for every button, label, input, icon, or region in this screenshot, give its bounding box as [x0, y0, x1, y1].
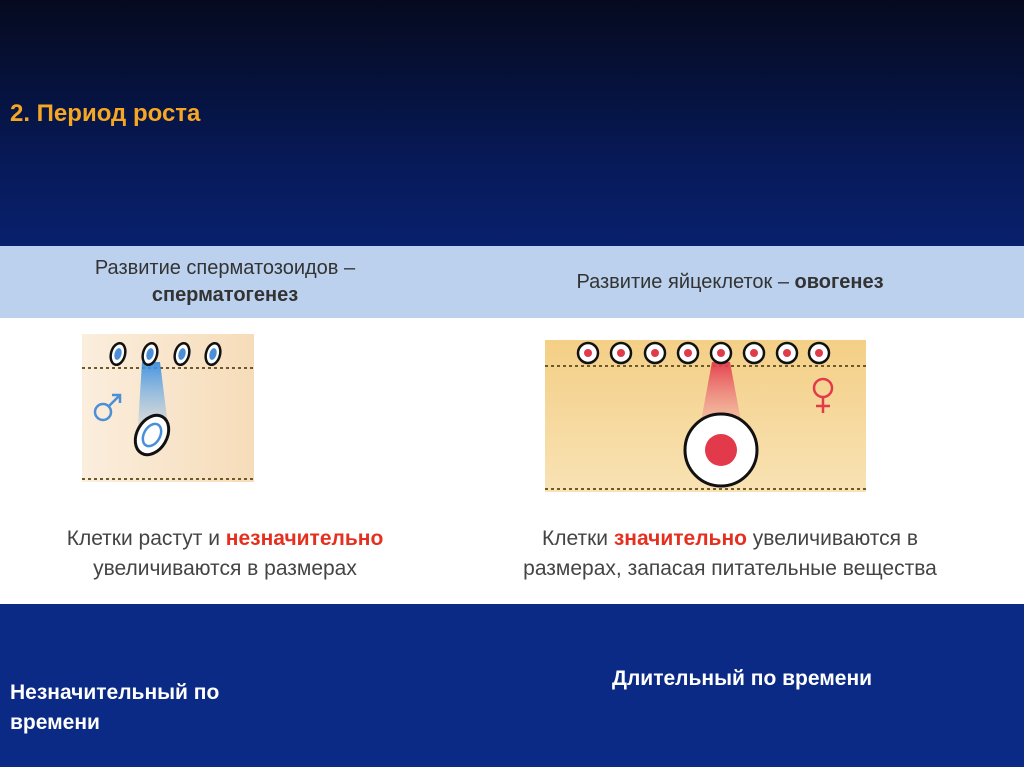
oogenesis-heading: [470, 246, 990, 318]
oogenesis-heading-text: Развитие яйцеклеток –: [576, 270, 795, 293]
highlight-significant: значительно: [613, 527, 747, 550]
oogenesis-illustration: [545, 340, 866, 492]
duration-short: Незначительный по времени: [10, 681, 220, 735]
oogenesis-caption: Клетки значительно увеличиваются в размерах, запасая питательные вещества: [523, 527, 937, 581]
content-band: [0, 318, 1024, 604]
duration-long: Длительный по времени: [612, 667, 873, 690]
enlarged-oocyte: [685, 414, 757, 486]
highlight-insignificant: незначительно: [225, 527, 384, 550]
spermatogenesis-caption: Клетки растут и незначительно увеличиваются в размерах: [66, 527, 384, 581]
spermatogenesis-heading: [0, 246, 450, 318]
spermatogenesis-heading-line1: Развитие сперматозоидов –: [94, 257, 356, 279]
slide-title: 2. Период роста: [10, 100, 201, 127]
oogenesis-term: овогенез: [794, 270, 884, 293]
header-band: [0, 246, 1024, 318]
spermatogenesis-term: сперматогенез: [151, 284, 299, 306]
spermatogenesis-illustration: [82, 334, 254, 482]
